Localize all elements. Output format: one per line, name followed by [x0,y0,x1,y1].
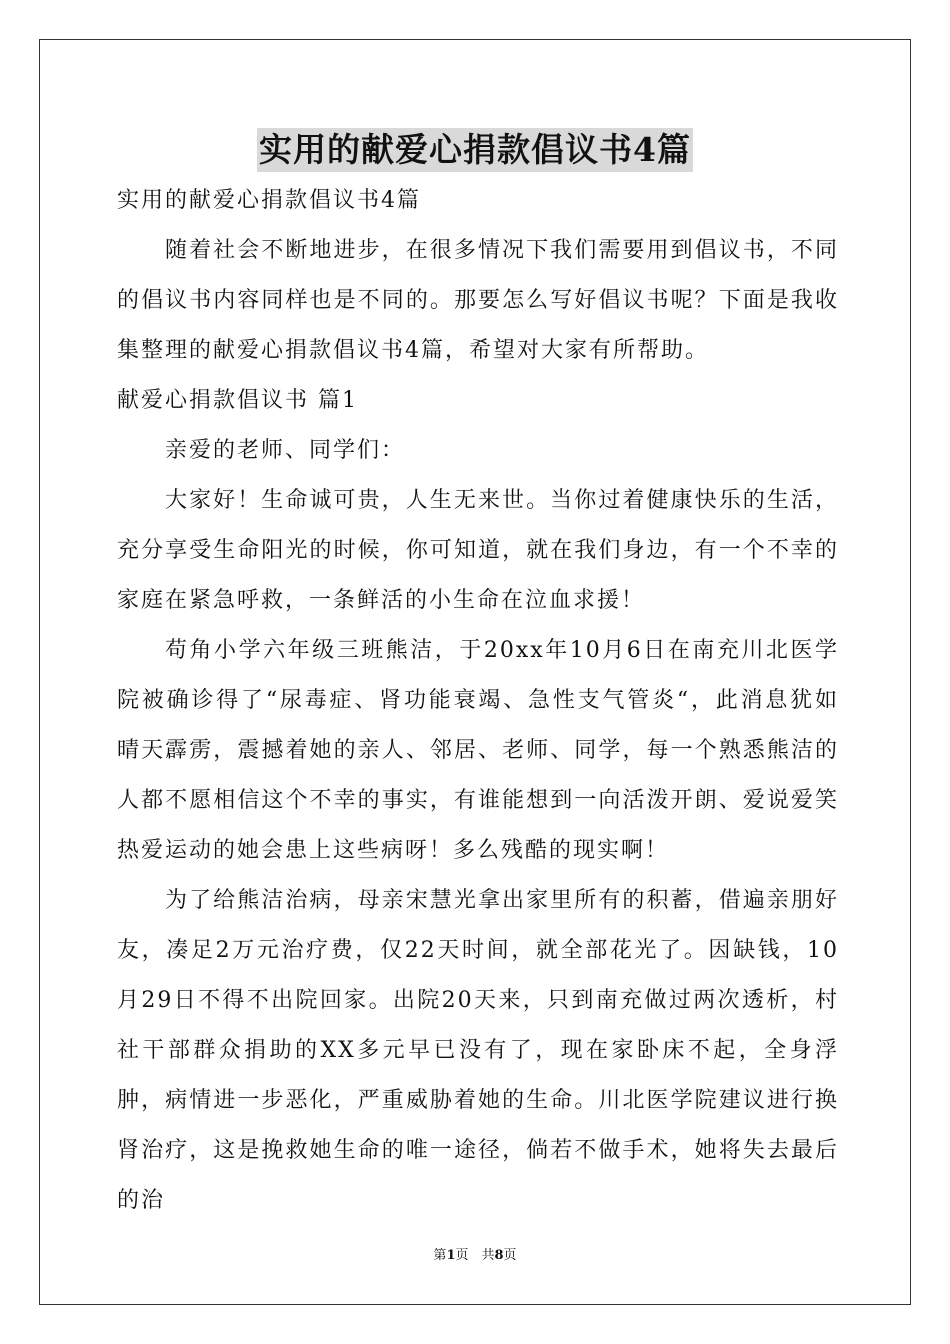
paragraph: 随着社会不断地进步，在很多情况下我们需要用到倡议书，不同的倡议书内容同样也是不同的。那要怎么写好倡议书呢？下面是我收集整理的献爱心捐款倡议书4篇，希望对大家有所帮助。 [117,238,839,363]
document-body [117,176,839,1226]
footer-mid: 页 共 [455,1248,495,1263]
footer-total-pages: 8 [494,1248,504,1263]
footer-prefix: 第 [433,1248,447,1263]
paragraph: 为了给熊洁治病，母亲宋慧光拿出家里所有的积蓄，借遍亲朋好友，凑足2万元治疗费，仅22天时间，就全部花光了。因缺钱，10月29日不得不出院回家。出院20天来，只到南充做过两次透析，村社干部群众捐助的XX多元早已没有了，现在家卧床不起，全身浮肿，病情进一步恶化，严重威胁着她的生命。川北医学院建议进行换肾治疗，这是挽救她生命的唯一途径，倘若不做手术，她将失去最后的治 [117,888,839,1213]
document-title: 实用的献爱心捐款倡议书4篇 [257,128,693,172]
salutation: 亲爱的老师、同学们： [165,438,406,463]
paragraph: 苟角小学六年级三班熊洁，于20xx年10月6日在南充川北医学院被确诊得了“尿毒症、肾功能衰竭、急性支气管炎“，此消息犹如晴天霹雳，震撼着她的亲人、邻居、老师、同学，每一个熟悉熊洁的人都不愿相信这个不幸的事实，有谁能想到一向活泼开朗、爱说爱笑热爱运动的她会患上这些病呀！多么残酷的现实啊！ [117,638,839,863]
title-container [0,128,950,172]
page-footer [0,1246,950,1266]
footer-current-page: 1 [446,1248,456,1263]
footer-suffix: 页 [503,1248,517,1263]
paragraph: 大家好！生命诚可贵，人生无来世。当你过着健康快乐的生活，充分享受生命阳光的时候，你可知道，就在我们身边，有一个不幸的家庭在紧急呼救，一条鲜活的小生命在泣血求援！ [117,488,839,613]
section-heading: 献爱心捐款倡议书 篇1 [117,388,358,413]
paragraph: 实用的献爱心捐款倡议书4篇 [117,188,421,213]
